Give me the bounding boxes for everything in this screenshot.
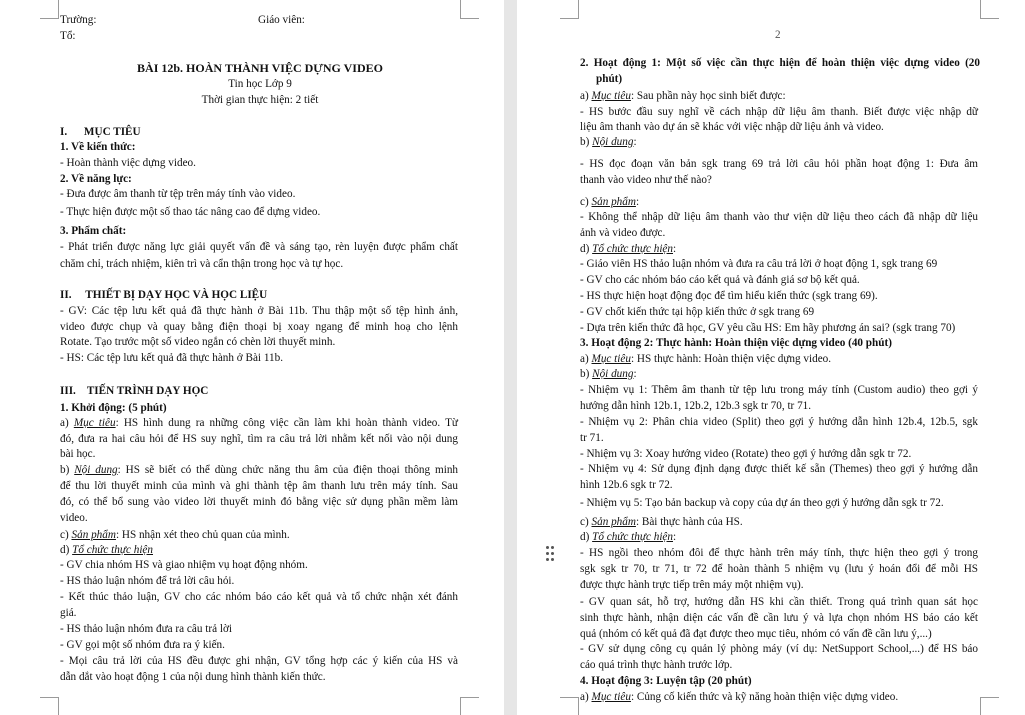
- subsection-warmup: 1. Khởi động: (5 phút): [60, 402, 167, 414]
- crop-mark-top-right: [980, 0, 999, 19]
- paragraph-line: - Nhiệm vụ 1: Thêm âm thanh từ tệp lưu trong máy tính (Custom audio) theo gợi ý: [580, 384, 978, 396]
- section-2-heading: II. THIẾT BỊ DẠY HỌC VÀ HỌC LIỆU: [60, 289, 268, 301]
- paragraph-line: - GV chia nhóm HS và giao nhiệm vụ hoạt động nhóm.: [60, 559, 308, 571]
- lesson-duration: Thời gian thực hiện: 2 tiết: [201, 94, 319, 106]
- page-number: 2: [775, 29, 781, 41]
- paragraph-line: - Thực hiện được một số thao tác nâng cao để dựng video.: [60, 206, 321, 218]
- paragraph-line: Rotate. Tạo trước một số video ngắn có chèn lời thuyết minh.: [60, 336, 336, 348]
- document-page-2: [517, 0, 1025, 715]
- paragraph-line: video.: [60, 512, 88, 524]
- paragraph-line: - Nhiệm vụ 2: Phân chia video (Split) theo gợi ý hướng dẫn hình 12b.4, 12b.5, sgk: [580, 416, 978, 428]
- paragraph-line: để thu lời thuyết minh của mình và ghi thành tệp âm thanh lưu trên máy tính. Sau: [60, 480, 458, 492]
- paragraph-line: c) Sản phẩm: Bài thực hành của HS.: [580, 516, 743, 528]
- document-page-1: [0, 0, 504, 715]
- paragraph-line: quả (nhóm có kết quả đã đạt được theo mục tiêu, nhóm có vấn đề cần lưu ý,...): [580, 628, 932, 640]
- crop-mark-bottom-left: [560, 697, 579, 715]
- activity-1-heading: 2. Hoạt động 1: Một số việc cần thực hiện để hoàn thiện việc dựng video (20: [580, 57, 980, 69]
- paragraph-line: chăm chỉ, trách nhiệm, kiên trì và cẩn thận trong học và tự học.: [60, 258, 344, 270]
- paragraph-line: sgk sgk tr 70, tr 71, tr 72 để hoàn thành 5 nhiệm vụ (lưu ý hoán đổi để mỗi HS: [580, 563, 978, 575]
- paragraph-line: - GV cho các nhóm báo cáo kết quả và đánh giá sơ bộ kết quả.: [580, 274, 860, 286]
- paragraph-line: a) Mục tiêu: Sau phần này học sinh biết được:: [580, 90, 786, 102]
- paragraph-line: - Nhiệm vụ 3: Xoay hướng video (Rotate) theo gợi ý hướng dẫn sgk tr 72.: [580, 448, 912, 460]
- paragraph-line: d) Tổ chức thực hiện: [60, 544, 153, 556]
- paragraph-line: d) Tổ chức thực hiện:: [580, 243, 677, 255]
- crop-mark-top-left: [560, 0, 579, 19]
- paragraph-line: b) Nội dung:: [580, 368, 637, 380]
- paragraph-line: sinh thực hành, nhận diện các vấn đề cần lưu ý và lựa chọn nhóm HS báo cáo kết: [580, 612, 978, 624]
- crop-mark-bottom-left: [40, 697, 59, 715]
- paragraph-line: hình 12b.6 sgk tr 72.: [580, 479, 673, 491]
- paragraph-line: đó, đưa ra hai câu hỏi để HS suy nghĩ, tìm ra câu trả lời nhằm kết nối vào nội dung: [60, 433, 458, 445]
- paragraph-line: d) Tổ chức thực hiện:: [580, 531, 677, 543]
- paragraph-line: a) Mục tiêu: HS hình dung ra những công việc cần làm khi hoàn thành video. Từ: [60, 417, 458, 429]
- paragraph-line: - Dựa trên kiến thức đã học, GV yêu cầu HS: Em hãy phương án sai? (sgk trang 70): [580, 322, 956, 334]
- paragraph-line: - HS đọc đoạn văn bản sgk trang 69 trả lời câu hỏi phần hoạt động 1: Đưa âm: [580, 158, 978, 170]
- paragraph-line: - GV: Các tệp lưu kết quả đã thực hành ở Bài 11b. Thu thập một số tệp hình ảnh,: [60, 305, 458, 317]
- paragraph-line: a) Mục tiêu: HS thực hành: Hoàn thiện việc dựng video.: [580, 353, 832, 365]
- paragraph-line: - Mọi câu trả lời của HS đều được ghi nhận, GV tổng hợp các ý kiến của HS và: [60, 655, 458, 667]
- paragraph-line: - Hoàn thành việc dựng video.: [60, 157, 196, 169]
- paragraph-line: - Giáo viên HS thảo luận nhóm và đưa ra câu trả lời ở hoạt động 1, sgk trang 69: [580, 258, 938, 270]
- paragraph-line: - HS thảo luận nhóm để trả lời câu hỏi.: [60, 575, 235, 587]
- activity-2-heading: 3. Hoạt động 2: Thực hành: Hoàn thiện việc dựng video (40 phút): [580, 337, 892, 349]
- subsection-competence: 2. Về năng lực:: [60, 173, 132, 185]
- paragraph-line: c) Sản phẩm:: [580, 196, 640, 208]
- school-label: Trường:: [60, 14, 97, 26]
- block-drag-handle-icon[interactable]: [546, 546, 556, 562]
- paragraph-line: liệu âm thanh vào dự án sẽ khác với việc nhập dữ liệu ảnh và video.: [580, 121, 884, 133]
- paragraph-line: - HS thực hiện hoạt động đọc để tìm hiểu kiến thức (sgk trang 69).: [580, 290, 878, 302]
- paragraph-line: cáo quá trình thực hành trước lớp.: [580, 659, 733, 671]
- lesson-subject: Tin học Lớp 9: [228, 78, 292, 90]
- paragraph-line: - Phát triển được năng lực giải quyết vấn đề và sáng tạo, rèn luyện được phẩm chất: [60, 241, 458, 253]
- paragraph-line: dẫn dắt vào hoạt động 1 của nội dung hình thành kiến thức.: [60, 671, 326, 683]
- crop-mark-top-right: [460, 0, 479, 19]
- paragraph-line: video được chụp và quay bằng điện thoại bị xoay ngang để minh hoạ cho lệnh: [60, 321, 458, 333]
- paragraph-line: - GV gọi một số nhóm đưa ra ý kiến.: [60, 639, 225, 651]
- paragraph-line: - HS thảo luận nhóm đưa ra câu trả lời: [60, 623, 232, 635]
- paragraph-line: hướng dẫn hình 12b.1, 12b.2, 12b.3 sgk tr 70, tr 71.: [580, 400, 812, 412]
- paragraph-line: - Đưa được âm thanh từ tệp trên máy tính vào video.: [60, 188, 296, 200]
- section-3-heading: III. TIẾN TRÌNH DẠY HỌC: [60, 385, 209, 397]
- paragraph-line: giá.: [60, 607, 77, 619]
- paragraph-line: a) Mục tiêu: Củng cố kiến thức và kỹ năng hoàn thiện việc dựng video.: [580, 691, 899, 703]
- activity-3-heading: 4. Hoạt động 3: Luyện tập (20 phút): [580, 675, 752, 687]
- paragraph-line: - Nhiệm vụ 4: Sử dụng định dạng được thiết kế sẵn (Themes) theo gợi ý hướng dẫn: [580, 463, 978, 475]
- paragraph-line: bài học.: [60, 448, 96, 460]
- crop-mark-top-left: [40, 0, 59, 19]
- crop-mark-bottom-right: [980, 697, 999, 715]
- paragraph-line: - HS ngồi theo nhóm đôi để thực hành trên máy tính, thực hiện theo gợi ý trong: [580, 547, 978, 559]
- paragraph-line: b) Nội dung: HS sẽ biết có thể dùng chức năng thu âm của điện thoại thông minh: [60, 464, 459, 476]
- activity-1-heading-cont: phút): [596, 73, 623, 85]
- paragraph-line: - GV quan sát, hỗ trợ, hướng dẫn HS khi cần thiết. Trong quá trình quan sát học: [580, 596, 978, 608]
- paragraph-line: được thực hành trực tiếp trên máy một nhiệm vụ).: [580, 579, 804, 591]
- paragraph-line: đó, có thể bổ sung vào video lời thuyết minh đó bằng việc sử dụng phần mềm làm: [60, 496, 458, 508]
- subsection-qualities: 3. Phẩm chất:: [60, 225, 127, 237]
- lesson-title: BÀI 12b. HOÀN THÀNH VIỆC DỰNG VIDEO: [137, 61, 383, 75]
- paragraph-line: - Nhiệm vụ 5: Tạo bản backup và copy của dự án theo gợi ý hướng dẫn sgk tr 72.: [580, 497, 944, 509]
- paragraph-line: b) Nội dung:: [580, 136, 637, 148]
- paragraph-line: tr 71.: [580, 432, 604, 444]
- subsection-knowledge: 1. Về kiến thức:: [60, 141, 136, 153]
- paragraph-line: - GV chốt kiến thức tại hộp kiến thức ở sgk trang 69: [580, 306, 815, 318]
- paragraph-line: ảnh và video được.: [580, 227, 666, 239]
- paragraph-line: - HS bước đầu suy nghĩ về cách nhập dữ liệu âm thanh. Biết được việc nhập dữ: [580, 106, 978, 118]
- paragraph-line: - Kết thúc thảo luận, GV cho các nhóm báo cáo kết quả và tổ chức nhận xét đánh: [60, 591, 458, 603]
- teacher-label: Giáo viên:: [258, 14, 305, 26]
- group-label: Tổ:: [60, 30, 76, 42]
- paragraph-line: - HS: Các tệp lưu kết quả đã thực hành ở Bài 11b.: [60, 352, 283, 364]
- paragraph-line: - GV sử dụng công cụ quản lý phòng máy (ví dụ: NetSupport School,...) để HS báo: [580, 643, 978, 655]
- crop-mark-bottom-right: [460, 697, 479, 715]
- section-1-heading: I. MỤC TIÊU: [60, 126, 141, 138]
- paragraph-line: - Không thể nhập dữ liệu âm thanh vào thư viện dữ liệu theo cách đã nhập dữ liệu: [580, 211, 978, 223]
- paragraph-line: thanh vào video như thế nào?: [580, 174, 712, 186]
- paragraph-line: c) Sản phẩm: HS nhận xét theo chủ quan của mình.: [60, 529, 290, 541]
